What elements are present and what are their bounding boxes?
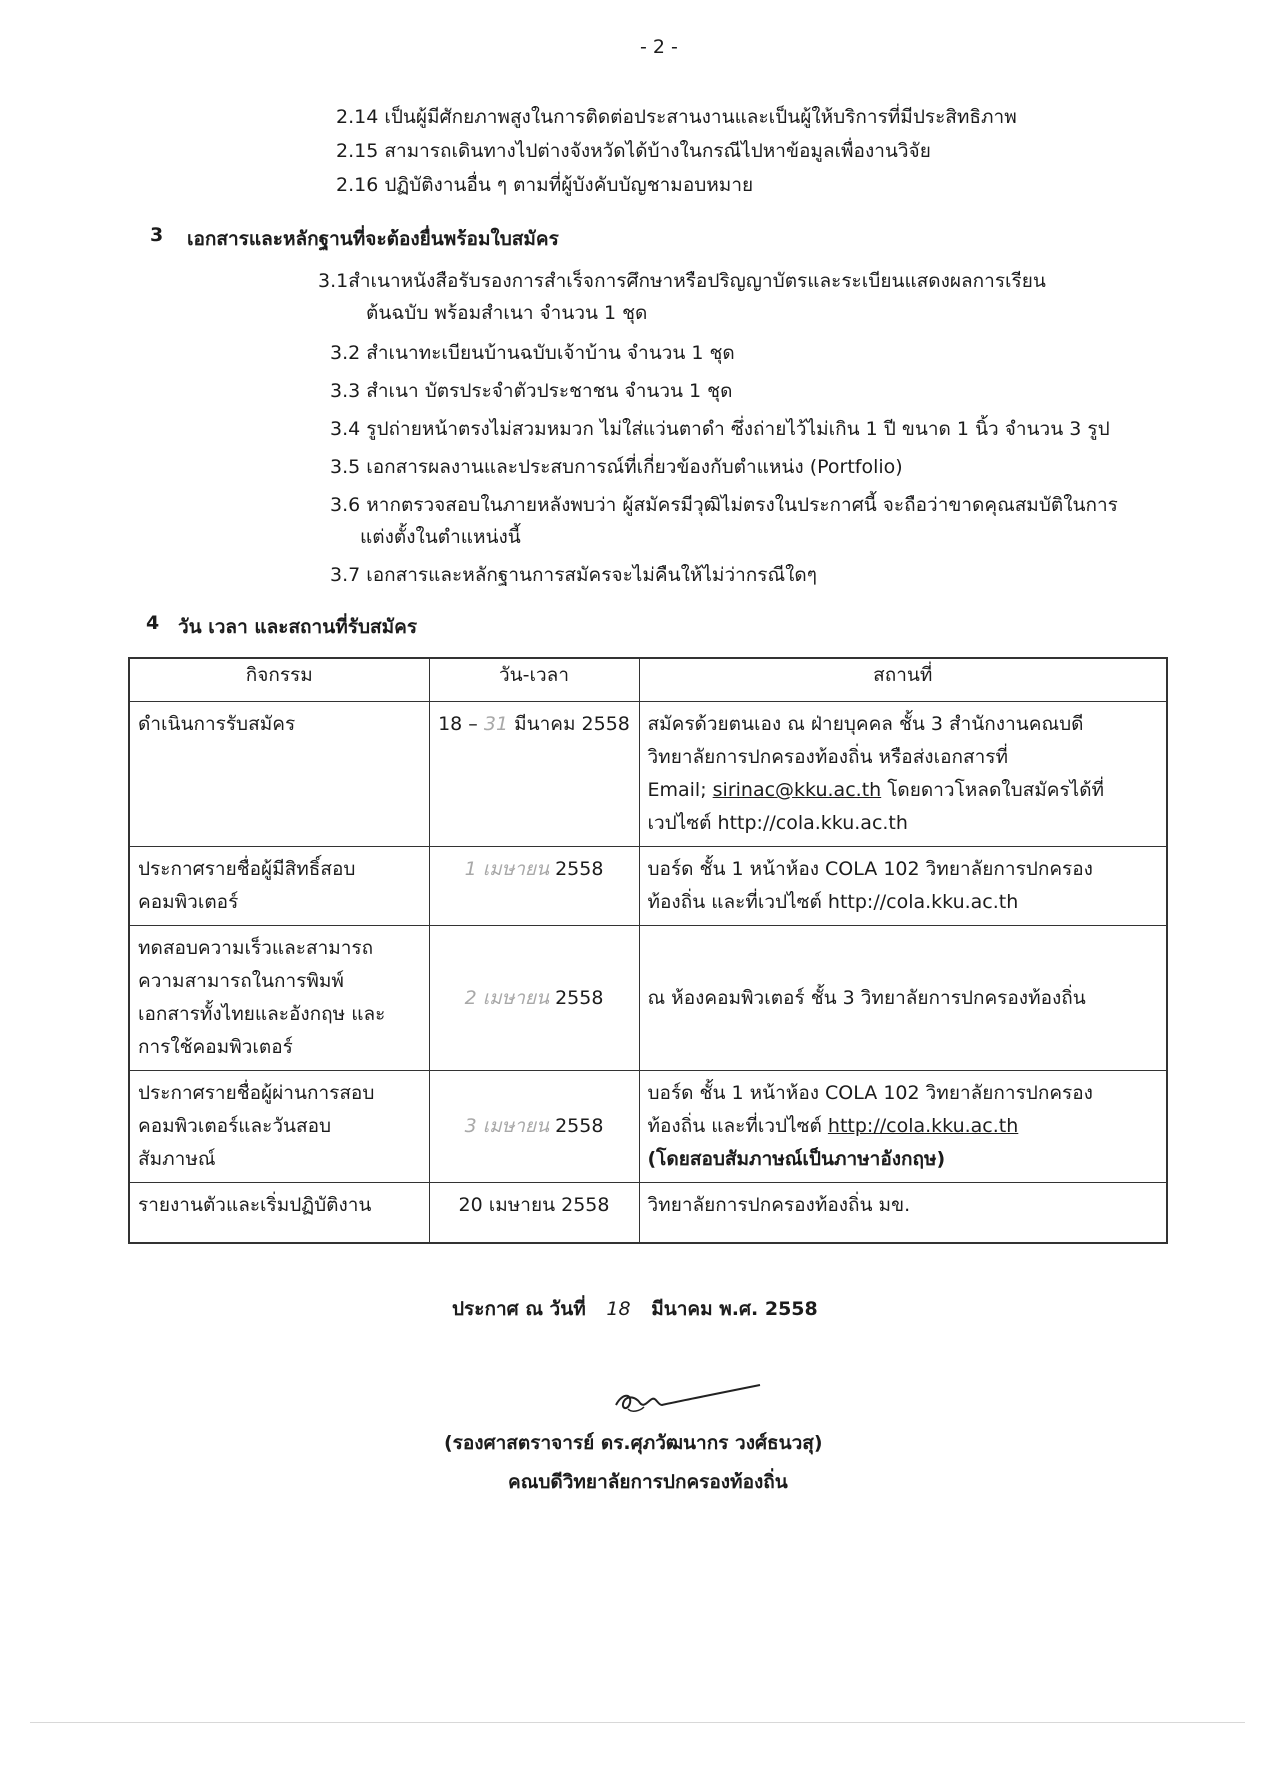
email-label: Email;: [647, 779, 713, 802]
activity-line: ดำเนินการรับสมัคร: [138, 713, 296, 736]
place-line: ณ ห้องคอมพิวเตอร์ ชั้น 3 วิทยาลัยการปกครองท้องถิ่น: [647, 986, 1086, 1009]
date-text: 2558: [549, 858, 604, 881]
place-line: เวปไซต์ http://cola.kku.ac.th: [647, 812, 908, 835]
date-text: มีนาคม 2558: [508, 713, 630, 736]
date-cell: [429, 1183, 639, 1243]
schedule-table: [128, 657, 1168, 1244]
table-header: สถานที่: [639, 658, 1167, 702]
date-text: 18 –: [438, 713, 484, 736]
announcement-date: [452, 1294, 818, 1324]
place-line: วิทยาลัยการปกครองท้องถิ่น หรือส่งเอกสารที่: [647, 746, 1008, 769]
place-cell: [639, 926, 1167, 1071]
section3-number: 3: [150, 224, 164, 246]
place-cell: [639, 1183, 1167, 1243]
date-text: 20 เมษายน 2558: [458, 1194, 610, 1217]
table-header-row: [129, 658, 1167, 702]
date-cell: [429, 847, 639, 926]
activity-cell: [129, 926, 429, 1071]
activity-line: ทดสอบความเร็วและสามารถ: [138, 937, 374, 960]
table-header: กิจกรรม: [129, 658, 429, 702]
place-cell: [639, 702, 1167, 847]
scan-edge-line: [30, 1722, 1245, 1723]
announcement-suffix: มีนาคม พ.ศ. 2558: [651, 1298, 818, 1320]
activity-line: ประกาศรายชื่อผู้ผ่านการสอบ: [138, 1082, 375, 1105]
place-line: [648, 774, 1159, 807]
doc-item: 3.2 สำเนาทะเบียนบ้านฉบับเจ้าบ้าน จำนวน 1 ชุด: [330, 342, 735, 364]
place-line: บอร์ด ชั้น 1 หน้าห้อง COLA 102 วิทยาลัยการปกครอง: [647, 1082, 1093, 1105]
section4-title: วัน เวลา และสถานที่รับสมัคร: [178, 616, 418, 638]
announcement-day: 18: [606, 1298, 631, 1320]
doc-item: ต้นฉบับ พร้อมสำเนา จำนวน 1 ชุด: [366, 302, 648, 324]
date-text: 2558: [549, 986, 604, 1009]
page-number: - 2 -: [640, 36, 678, 58]
website-link[interactable]: http://cola.kku.ac.th: [827, 1115, 1019, 1138]
duty-item: 2.14 เป็นผู้มีศักยภาพสูงในการติดต่อประสานงานและเป็นผู้ให้บริการที่มีประสิทธิภาพ: [336, 106, 1017, 128]
announcement-prefix: ประกาศ ณ วันที่: [452, 1298, 586, 1320]
duty-item: 2.15 สามารถเดินทางไปต่างจังหวัดได้บ้างในกรณีไปหาข้อมูลเพื่องานวิจัย: [336, 140, 931, 162]
place-line: สมัครด้วยตนเอง ณ ฝ่ายบุคคล ชั้น 3 สำนักงานคณบดี: [647, 713, 1084, 736]
place-text: ท้องถิ่น และที่เวปไซต์: [647, 1115, 828, 1138]
activity-line: ความสามารถในการพิมพ์: [138, 970, 344, 993]
date-handwritten: 1 เมษายน: [464, 858, 550, 881]
duty-item: 2.16 ปฏิบัติงานอื่น ๆ ตามที่ผู้บังคับบัญชามอบหมาย: [336, 174, 754, 196]
signatory-title: คณบดีวิทยาลัยการปกครองท้องถิ่น: [508, 1471, 788, 1493]
doc-item: 3.1สำเนาหนังสือรับรองการสำเร็จการศึกษาหรือปริญญาบัตรและระเบียนแสดงผลการเรียน: [318, 270, 1046, 292]
doc-item: 3.5 เอกสารผลงานและประสบการณ์ที่เกี่ยวข้องกับตำแหน่ง (Portfolio): [330, 456, 903, 478]
date-handwritten: 3 เมษายน: [464, 1115, 550, 1138]
doc-item: 3.6 หากตรวจสอบในภายหลังพบว่า ผู้สมัครมีวุฒิไม่ตรงในประกาศนี้ จะถือว่าขาดคุณสมบัติในการ: [330, 494, 1118, 516]
date-cell: [429, 702, 639, 847]
place-line: ท้องถิ่น และที่เวปไซต์ http://cola.kku.ac.th: [647, 891, 1019, 914]
place-text: โดยดาวโหลดใบสมัครได้ที่: [881, 779, 1105, 802]
table-row: [129, 702, 1167, 847]
place-line: บอร์ด ชั้น 1 หน้าห้อง COLA 102 วิทยาลัยการปกครอง: [647, 858, 1093, 881]
signatory-name: (รองศาสตราจารย์ ดร.ศุภวัฒนากร วงศ์ธนวสุ): [444, 1432, 823, 1454]
doc-item: แต่งตั้งในตำแหน่งนี้: [360, 526, 521, 548]
place-line: [648, 1110, 1159, 1143]
email-link[interactable]: sirinac@kku.ac.th: [712, 779, 882, 802]
doc-item: 3.4 รูปถ่ายหน้าตรงไม่สวมหมวก ไม่ใส่แว่นตาดำ ซึ่งถ่ายไว้ไม่เกิน 1 ปี ขนาด 1 นิ้ว จำนวน 3 รูป: [330, 418, 1110, 440]
activity-cell: [129, 1071, 429, 1183]
place-cell: [639, 1071, 1167, 1183]
date-text: 2558: [549, 1115, 604, 1138]
signature-image: [610, 1375, 780, 1425]
doc-item: 3.3 สำเนา บัตรประจำตัวประชาชน จำนวน 1 ชุด: [330, 380, 733, 402]
activity-line: เอกสารทั้งไทยและอังกฤษ และ: [138, 1003, 386, 1026]
activity-line: รายงานตัวและเริ่มปฏิบัติงาน: [138, 1194, 372, 1217]
section3-title: เอกสารและหลักฐานที่จะต้องยื่นพร้อมใบสมัคร: [187, 228, 559, 250]
table-header: วัน-เวลา: [429, 658, 639, 702]
activity-cell: [129, 1183, 429, 1243]
table-row: [129, 1071, 1167, 1183]
activity-line: การใช้คอมพิวเตอร์: [138, 1036, 293, 1059]
activity-line: คอมพิวเตอร์และวันสอบ: [138, 1115, 332, 1138]
place-line: วิทยาลัยการปกครองท้องถิ่น มข.: [647, 1194, 911, 1217]
activity-line: ประกาศรายชื่อผู้มีสิทธิ์สอบ: [138, 858, 356, 881]
table-row: [129, 926, 1167, 1071]
date-handwritten: 31: [483, 713, 509, 736]
doc-item: 3.7 เอกสารและหลักฐานการสมัครจะไม่คืนให้ไม่ว่ากรณีใดๆ: [330, 564, 817, 586]
date-cell: [429, 926, 639, 1071]
activity-line: คอมพิวเตอร์: [138, 891, 239, 914]
activity-cell: [129, 702, 429, 847]
place-note: (โดยสอบสัมภาษณ์เป็นภาษาอังกฤษ): [647, 1148, 946, 1171]
activity-line: สัมภาษณ์: [138, 1148, 216, 1171]
table-row: [129, 847, 1167, 926]
activity-cell: [129, 847, 429, 926]
section4-number: 4: [146, 612, 160, 634]
place-cell: [639, 847, 1167, 926]
table-row: [129, 1183, 1167, 1243]
date-handwritten: 2 เมษายน: [464, 986, 550, 1009]
date-cell: [429, 1071, 639, 1183]
